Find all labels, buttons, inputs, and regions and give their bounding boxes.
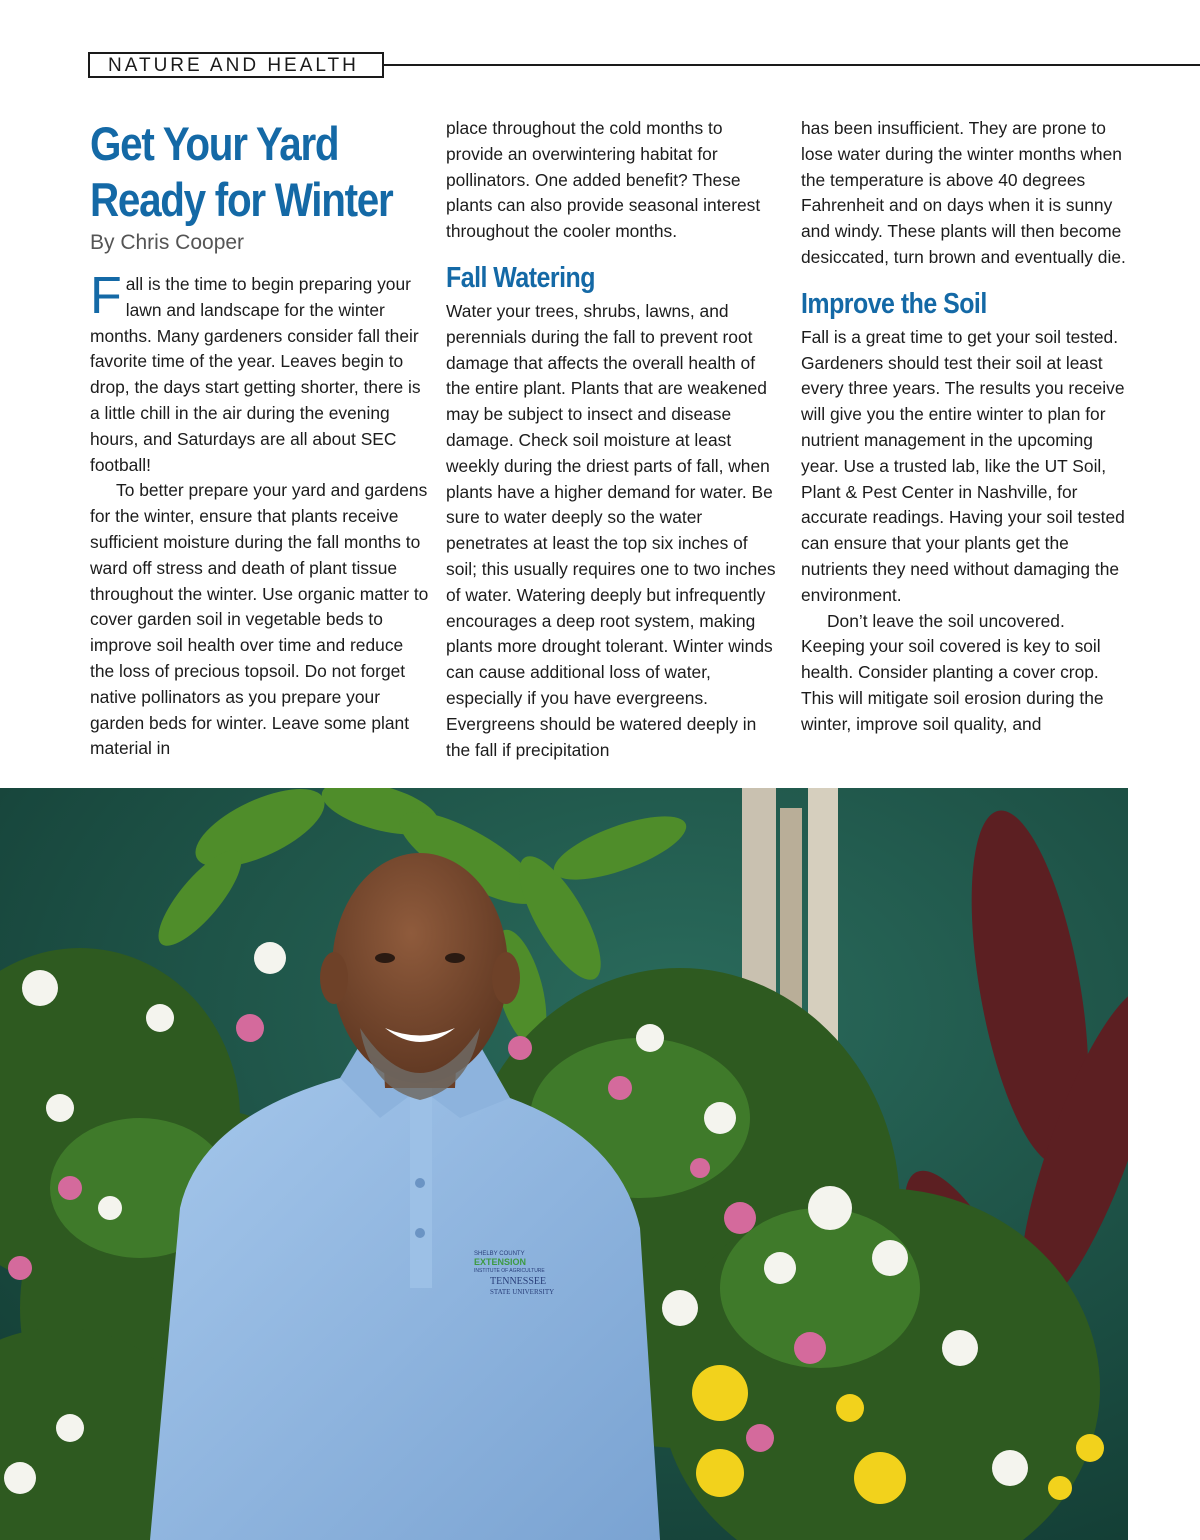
article-paragraph: Don’t leave the soil uncovered. Keeping your soil covered is key to soil health. Consider planting a cover crop. This will mitigate soil erosion during the winter, improve soil quality, and: [801, 610, 1104, 734]
subhead-fall-watering: Fall Watering: [446, 261, 595, 294]
ear: [492, 952, 520, 1004]
photo-illustration: [0, 788, 1128, 1540]
logo-line-2: EXTENSION: [474, 1257, 527, 1267]
head: [332, 853, 508, 1083]
subhead-improve-soil: Improve the Soil: [801, 287, 987, 320]
section-rule: [384, 64, 1200, 66]
logo-line-5: STATE UNIVERSITY: [490, 1288, 555, 1296]
author-garden-photo: [0, 788, 1128, 1540]
eye: [445, 953, 465, 963]
article-column-2: [446, 116, 780, 763]
article-paragraph: Water your trees, shrubs, lawns, and perennials during the fall to prevent root damage that affects the overall health of the entire plant. Plants that are weakened may be subject to insect and disease damage. Check soil moisture at least weekly during the driest parts of fall, when plants have a higher demand for water. Be sure to water deeply so the water penetrates at least the top six inches of soil; this usually requires one to two inches of water. Watering deeply but infrequently encourages a deep root system, making plants more drought tolerant. Winter winds can cause additional loss of water, especially if you have evergreens. Evergreens should be watered deeply in the fall if precipitation: [446, 300, 776, 760]
shirt-button: [415, 1178, 425, 1188]
ear: [320, 952, 348, 1004]
article-paragraph: place throughout the cold months to provide an overwintering habitat for pollinators. One added benefit? These plants can also provide seasonal interest throughout the cooler months.: [446, 118, 761, 242]
shirt-placket: [410, 1088, 432, 1288]
article-paragraph: To better prepare your yard and gardens for the winter, ensure that plants receive sufficient moisture during the fall months to ward off stress and death of plant tissue throughout the winter. Use organic matter to cover garden soil in vegetable beds to improve soil health over time and reduce the loss of precious topsoil. Do not forget native pollinators as you prepare your garden beds for winter. Leave some plant material in: [90, 480, 429, 759]
section-header: [88, 52, 1200, 80]
section-label: NATURE AND HEALTH: [88, 52, 384, 78]
drop-cap: F: [90, 267, 122, 325]
article-paragraph: Fall is a great time to get your soil tested. Gardeners should test their soil at least every three years. The results you receive will give you the entire winter to plan for nutrient management in the upcoming year. Use a trusted lab, like the UT Soil, Plant & Pest Center in Nashville, for accurate readings. Having your soil tested can ensure that your plants get the nutrients they need without damaging the environment.: [801, 326, 1125, 605]
article-title: Get Your Yard Ready for Winter: [90, 117, 393, 226]
article-byline: By Chris Cooper: [90, 231, 245, 254]
article-paragraph: has been insufficient. They are prone to lose water during the winter months when the temperature is above 40 degrees Fahrenheit and on days when it is sunny and windy. These plants will then become desiccated, turn brown and eventually die.: [801, 118, 1126, 267]
shirt-button: [415, 1228, 425, 1238]
logo-line-4: TENNESSEE: [490, 1276, 547, 1287]
lead-paragraph-text: all is the time to begin preparing your lawn and landscape for the winter months. Many gardeners consider fall their favorite time of the year. Leaves begin to drop, the days start getting shorter, there is a little chill in the air during the evening hours, and Saturdays are all about SEC football!: [90, 274, 421, 475]
article-lead-paragraph: [90, 267, 430, 478]
logo-line-3: INSTITUTE OF AGRICULTURE: [474, 1268, 545, 1274]
eye: [375, 953, 395, 963]
article-column-3: [801, 116, 1131, 738]
article-column-1: [90, 116, 430, 762]
logo-line-1: SHELBY COUNTY: [474, 1251, 525, 1257]
